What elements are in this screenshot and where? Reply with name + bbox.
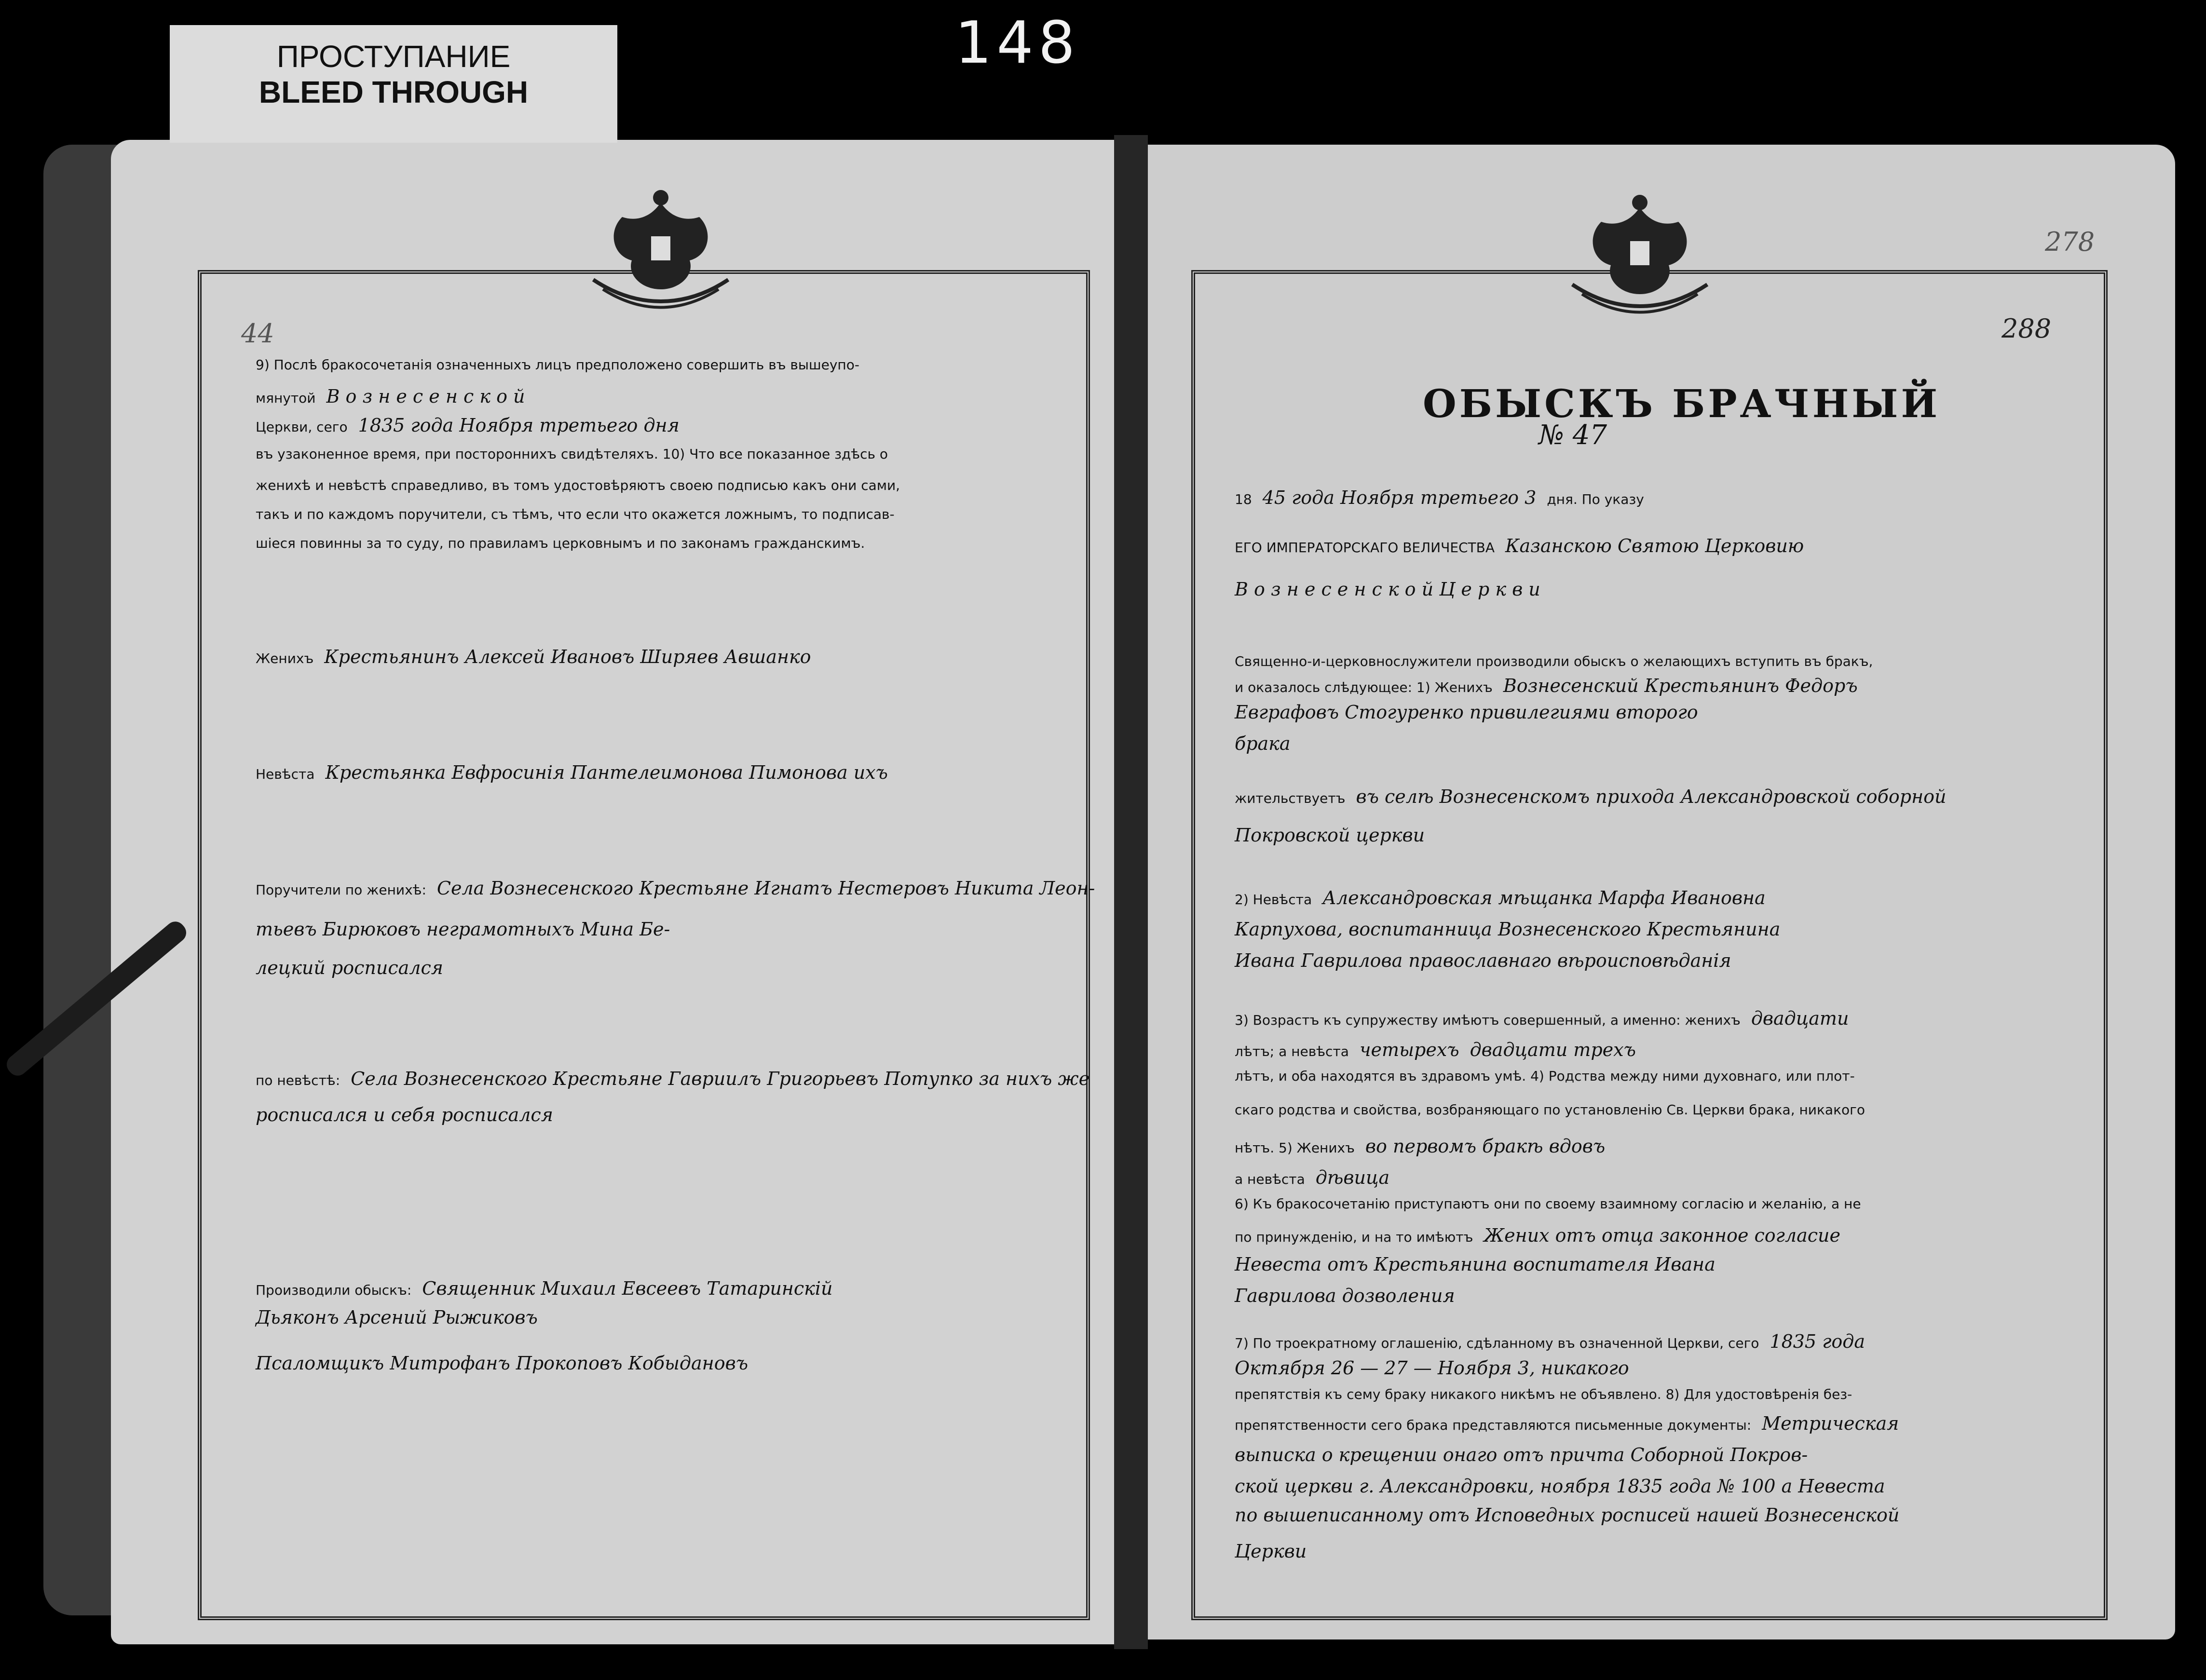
printed-text: жительствуетъ [1235, 790, 1346, 806]
handwritten-text: Села Вознесенского Крестьяне Игнатъ Нестеровъ Никита Леон- [436, 878, 1095, 899]
printed-text: по невѣстѣ: [256, 1072, 340, 1088]
printed-text: Производили обыскъ: [256, 1282, 412, 1298]
record-line [1235, 1196, 1872, 1212]
printed-text: шіеся повинны за то суду, по правиламъ церковнымъ и по законамъ гражданскимъ. [256, 535, 865, 551]
record-line [1235, 653, 1883, 669]
handwritten-text: въ селѣ Вознесенскомъ прихода Александровской соборной [1356, 786, 1947, 807]
document-title: ОБЫСКЪ БРАЧНЫЙ [1423, 381, 1941, 426]
printed-text: 9) Послѣ бракосочетанія означенныхъ лицъ предположено совершить въ вышеупо- [256, 357, 859, 373]
printed-text: препятствія къ сему браку никакого никѣмъ не объявлено. 8) Для удостовѣренія без- [1235, 1386, 1852, 1402]
printed-text: 2) Невѣста [1235, 892, 1312, 908]
printed-text: нѣтъ. 5) Женихъ [1235, 1140, 1355, 1156]
printed-text: 7) По троекратному оглашенію, сдѣланному въ означенной Церкви, сего [1235, 1335, 1759, 1351]
record-line [1235, 579, 1551, 600]
handwritten-text: двадцати [1751, 1008, 1849, 1029]
record-line [256, 646, 822, 667]
handwritten-text: тьевъ Бирюковъ неграмотныхъ Мина Бе- [256, 919, 670, 940]
handwritten-text: брака [1235, 733, 1291, 754]
record-line [256, 919, 681, 940]
printed-text: и оказалось слѣдующее: 1) Женихъ [1235, 679, 1493, 695]
record-line [1235, 1504, 1910, 1526]
handwritten-text: Вознесенский Крестьянинъ Федоръ [1503, 675, 1858, 696]
record-line [1235, 1541, 1317, 1562]
label-en: BLEED THROUGH [259, 75, 529, 109]
record-line [256, 535, 875, 551]
record-line [1235, 1068, 1866, 1084]
handwritten-text: Евграфовъ Стогуренко привилегиями второго [1235, 702, 1698, 723]
handwritten-text: двадцати трехъ [1470, 1039, 1636, 1060]
record-line [1235, 919, 1791, 940]
handwritten-text: Карпухова, воспитанница Вознесенского Крестьянина [1235, 919, 1781, 940]
handwritten-text: Села Вознесенского Крестьяне Гавриилъ Григорьевъ Потупко за нихъ же [351, 1068, 1090, 1089]
printed-text: лѣтъ; а невѣста [1235, 1043, 1349, 1059]
printed-text: въ узаконенное время, при постороннихъ свидѣтеляхъ. 10) Что все показанное здѣсь о [256, 446, 888, 462]
record-line [256, 415, 690, 436]
record-line [1235, 786, 1957, 807]
record-line [1235, 1254, 1726, 1275]
handwritten-text: Крестьянка Евфросинія Пантелеимонова Пимонова ихъ [325, 762, 888, 783]
record-line [256, 762, 899, 783]
record-line [1235, 1225, 1851, 1246]
printed-text: препятственности сего брака представляются письменные документы: [1235, 1417, 1752, 1433]
handwritten-text: 1835 года [1770, 1331, 1866, 1352]
record-line [1235, 1476, 1895, 1497]
left-page-frame [198, 270, 1090, 1620]
record-line [1235, 1102, 1876, 1118]
handwritten-text: Казанскою Святою Церковию [1505, 535, 1804, 556]
handwritten-text: Гаврилова дозволения [1235, 1285, 1455, 1306]
handwritten-text: 45 года Ноября третьего 3 [1262, 487, 1537, 508]
record-line [1235, 487, 1655, 508]
record-line [256, 1068, 1100, 1089]
handwritten-text: выписка о крещении онаго отъ причта Соборной Покров- [1235, 1444, 1808, 1465]
record-line [1235, 887, 1776, 908]
record-line [256, 477, 911, 493]
record-line [1235, 1444, 1818, 1465]
printed-text: ЕГО ИМПЕРАТОРСКАГО ВЕЛИЧЕСТВА [1235, 540, 1495, 555]
printed-text: такъ и по каждомъ поручители, съ тѣмъ, что если что окажется ложнымъ, то подписав- [256, 506, 895, 522]
record-line [256, 957, 454, 978]
record-line [1235, 1039, 1647, 1060]
archive-number-second: 288 [2002, 313, 2052, 344]
printed-text: 18 [1235, 491, 1252, 507]
record-line [256, 446, 899, 462]
handwritten-text: Церкви [1235, 1541, 1307, 1562]
printed-text: дня. По указу [1547, 491, 1644, 507]
record-line [1235, 1413, 1909, 1434]
frame-number: 148 [955, 10, 1080, 77]
handwritten-text: В о з н е с е н с к о й [326, 386, 525, 407]
handwritten-text: Покровской церкви [1235, 825, 1425, 846]
record-line [1235, 1357, 1640, 1379]
record-line [256, 1104, 564, 1125]
printed-text: 3) Возрастъ къ супружеству имѣютъ совершенный, а именно: женихъ [1235, 1012, 1741, 1028]
printed-text: Священно-и-церковнослужители производили обыскъ о желающихъ вступить въ бракъ, [1235, 653, 1873, 669]
record-line [1235, 1285, 1466, 1306]
record-line [256, 1307, 548, 1328]
handwritten-text: Невеста отъ Крестьянина воспитателя Ивана [1235, 1254, 1716, 1275]
printed-text: Церкви, сего [256, 419, 348, 435]
handwritten-text: Крестьянинъ Алексей Ивановъ Ширяев Авшанко [324, 646, 811, 667]
handwritten-text: лецкий росписался [256, 957, 443, 978]
handwritten-text: Ивана Гаврилова православнаго вѣроисповѣданія [1235, 950, 1731, 971]
printed-text: Женихъ [256, 650, 314, 666]
handwritten-text: Октября 26 — 27 — Ноября 3, никакого [1235, 1357, 1629, 1379]
bleed-through-label [170, 25, 617, 143]
handwritten-text: Жених отъ отца законное согласие [1484, 1225, 1840, 1246]
archive-number-top: 278 [2045, 227, 2095, 257]
record-line [1235, 1136, 1616, 1157]
handwritten-text: Священник Михаил Евсеевъ Татаринскій [422, 1278, 833, 1299]
book-gutter [1114, 135, 1148, 1649]
record-line [1235, 535, 1814, 556]
printed-text: женихѣ и невѣстѣ справедливо, въ томъ удостовѣряютъ своею подписью какъ они сами, [256, 477, 900, 493]
printed-text: Невѣста [256, 766, 315, 782]
left-margin-note: 44 [241, 318, 274, 349]
handwritten-text: Дьяконъ Арсений Рыжиковъ [256, 1307, 538, 1328]
handwritten-text: дѣвица [1315, 1167, 1390, 1188]
record-line [1235, 825, 1435, 846]
record-line [256, 357, 870, 373]
printed-text: скаго родства и свойства, возбраняющаго по установленію Св. Церкви брака, никакого [1235, 1102, 1865, 1118]
handwritten-text: во первомъ бракѣ вдовъ [1365, 1136, 1606, 1157]
record-line [1235, 1167, 1400, 1188]
document-number: № 47 [1539, 420, 1607, 451]
record-line [256, 1278, 843, 1299]
label-ru: ПРОСТУПАНИЕ [276, 39, 511, 74]
record-line [1235, 1008, 1859, 1029]
printed-text: Поручители по женихѣ: [256, 882, 426, 898]
handwritten-text: 1835 года Ноября третьего дня [358, 415, 680, 436]
handwritten-text: Метрическая [1762, 1413, 1899, 1434]
record-line [256, 1353, 759, 1374]
record-line [1235, 950, 1742, 971]
record-line [1235, 1331, 1876, 1352]
handwritten-text: Псаломщикъ Митрофанъ Прокоповъ Кобыдановъ [256, 1353, 749, 1374]
record-line [1235, 702, 1709, 723]
printed-text: а невѣста [1235, 1171, 1305, 1187]
printed-text: мянутой [256, 390, 316, 406]
record-line [256, 386, 536, 407]
record-line [256, 878, 1105, 899]
handwritten-text: четырехъ [1359, 1039, 1459, 1060]
printed-text: по принужденію, и на то имѣютъ [1235, 1229, 1473, 1245]
printed-text: 6) Къ бракосочетанію приступаютъ они по своему взаимному согласію и желанію, а не [1235, 1196, 1861, 1212]
printed-text: лѣтъ, и оба находятся въ здравомъ умѣ. 4) Родства между ними духовнаго, или плот- [1235, 1068, 1855, 1084]
handwritten-text: В о з н е с е н с к о й Ц е р к в и [1235, 579, 1540, 600]
handwritten-text: Александровская мѣщанка Марфа Ивановна [1322, 887, 1766, 908]
record-line [1235, 1386, 1863, 1402]
record-line [1235, 733, 1301, 754]
record-line [256, 506, 905, 522]
handwritten-text: ской церкви г. Александровки, ноября 1835 года № 100 а Невеста [1235, 1476, 1885, 1497]
handwritten-text: росписался и себя росписался [256, 1104, 553, 1125]
record-line [1235, 675, 1868, 696]
handwritten-text: по вышеписанному отъ Исповедных росписей нашей Вознесенской [1235, 1504, 1900, 1526]
